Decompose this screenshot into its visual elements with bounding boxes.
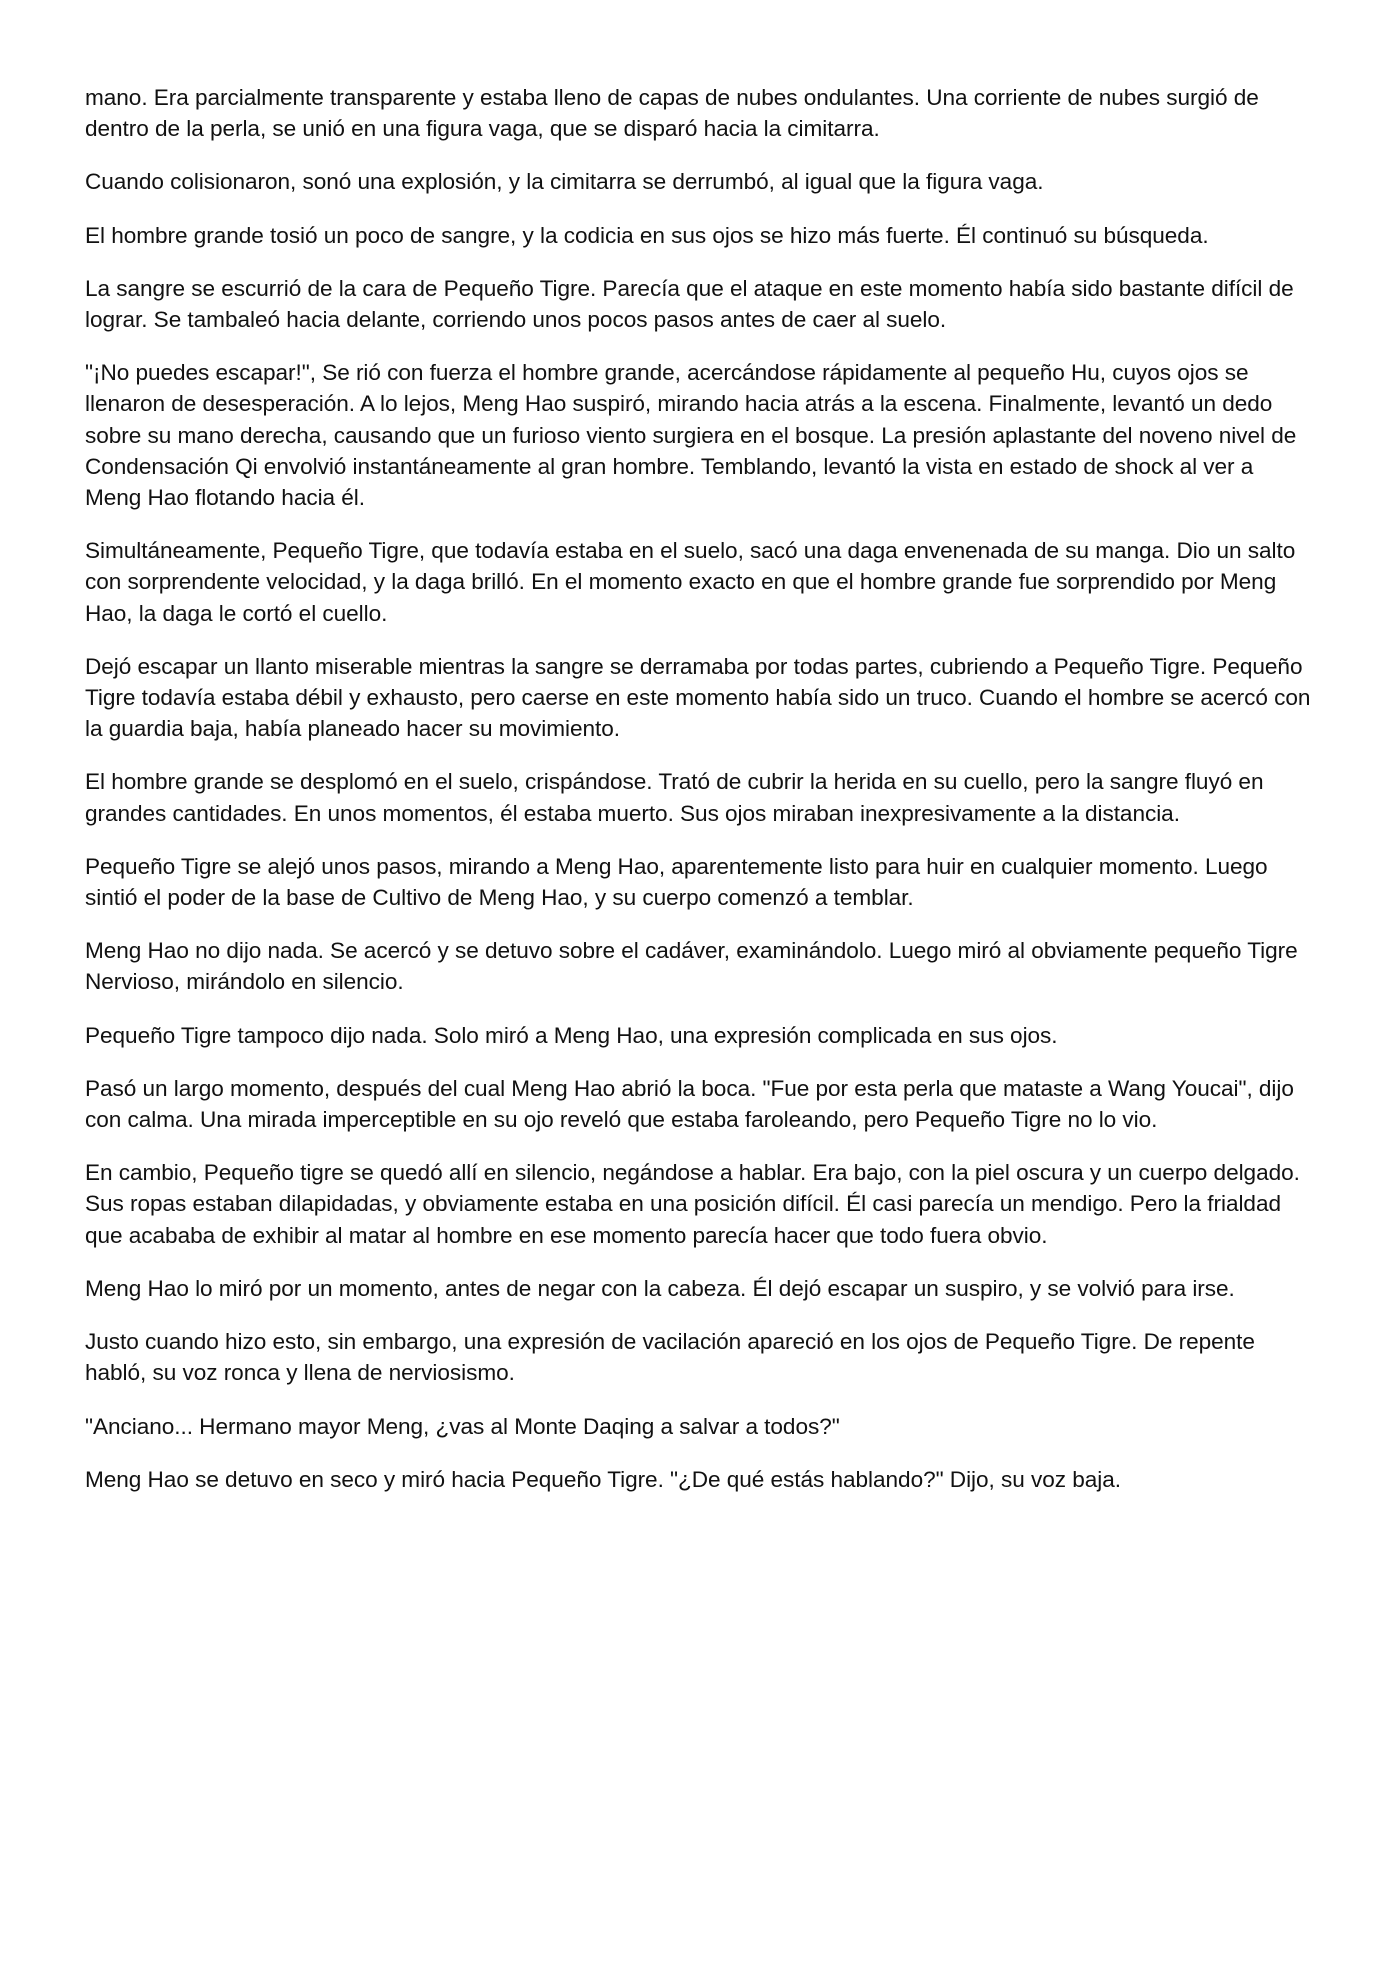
paragraph-2: Cuando colisionaron, sonó una explosión, y la cimitarra se derrumbó, al igual que la figura vaga. — [85, 169, 1044, 195]
paragraph-17: Meng Hao se detuvo en seco y miró hacia Pequeño Tigre. "¿De qué estás hablando?" Dijo, su voz baja. — [85, 1466, 1121, 1492]
paragraph-6: Simultáneamente, Pequeño Tigre, que todavía estaba en el suelo, sacó una daga envenenada de su manga. Dio un salto con sorprendente velocidad, y la daga brilló. En el momento exacto en que el hombre grande fue sorprendido por Meng Hao, la daga le cortó el cuello. — [85, 538, 1296, 626]
paragraph-5: "¡No puedes escapar!", Se rió con fuerza el hombre grande, acercándose rápidamente al pequeño Hu, cuyos ojos se llenaron de desesperación. A lo lejos, Meng Hao suspiró, mirando hacia atrás a la escena. Finalmente, levantó un dedo sobre su mano derecha, causando que un furioso viento surgiera en el bosque. La presión aplastante del noveno nivel de Condensación Qi envolvió instantáneamente al gran hombre. Temblando, levantó la vista en estado de shock al ver a Meng Hao flotando hacia él. — [85, 360, 1297, 511]
paragraph-8: El hombre grande se desplomó en el suelo, crispándose. Trató de cubrir la herida en su cuello, pero la sangre fluyó en grandes cantidades. En unos momentos, él estaba muerto. Sus ojos miraban inexpresivamente a la distancia. — [85, 769, 1264, 826]
paragraph-1: mano. Era parcialmente transparente y estaba lleno de capas de nubes ondulantes. Una corriente de nubes surgió de dentro de la perla, se unió en una figura vaga, que se disparó hacia la cimitarra. — [85, 85, 1259, 142]
paragraph-16: "Anciano... Hermano mayor Meng, ¿vas al Monte Daqing a salvar a todos?" — [85, 1413, 840, 1439]
paragraph-15: Justo cuando hizo esto, sin embargo, una expresión de vacilación apareció en los ojos de Pequeño Tigre. De repente habló, su voz ronca y llena de nerviosismo. — [85, 1329, 1255, 1386]
paragraph-12: Pasó un largo momento, después del cual Meng Hao abrió la boca. "Fue por esta perla que mataste a Wang Youcai", dijo con calma. Una mirada imperceptible en su ojo reveló que estaba faroleando, pero Pequeño Tigre no lo vio. — [85, 1075, 1294, 1133]
paragraph-14: Meng Hao lo miró por un momento, antes de negar con la cabeza. Él dejó escapar un suspiro, y se volvió para irse. — [85, 1275, 1235, 1301]
paragraph-10: Meng Hao no dijo nada. Se acercó y se detuvo sobre el cadáver, examinándolo. Luego miró al obviamente pequeño Tigre Nervioso, mirándolo en silencio. — [85, 938, 1298, 995]
paragraph-13: En cambio, Pequeño tigre se quedó allí en silencio, negándose a hablar. Era bajo, con la piel oscura y un cuerpo delgado. Sus ropas estaban dilapidadas, y obviamente estaba en una posición difícil. Él casi parecía un mendigo. Pero la frialdad que acababa de exhibir al matar al hombre en ese momento parecía hacer que todo fuera obvio. — [85, 1160, 1300, 1248]
paragraph-3: El hombre grande tosió un poco de sangre, y la codicia en sus ojos se hizo más fuerte. Él continuó su búsqueda. — [85, 222, 1209, 248]
paragraph-9: Pequeño Tigre se alejó unos pasos, mirando a Meng Hao, aparentemente listo para huir en cualquier momento. Luego sintió el poder de la base de Cultivo de Meng Hao, y su cuerpo comenzó a temblar. — [85, 853, 1268, 911]
paragraph-11: Pequeño Tigre tampoco dijo nada. Solo miró a Meng Hao, una expresión complicada en sus ojos. — [85, 1022, 1058, 1048]
paragraph-7: Dejó escapar un llanto miserable mientras la sangre se derramaba por todas partes, cubriendo a Pequeño Tigre. Pequeño Tigre todavía estaba débil y exhausto, pero caerse en este momento había sido un truco. Cuando el hombre se acercó con la guardia baja, había planeado hacer su movimiento. — [85, 653, 1311, 742]
paragraph-4: La sangre se escurrió de la cara de Pequeño Tigre. Parecía que el ataque en este momento había sido bastante difícil de lograr. Se tambaleó hacia delante, corriendo unos pocos pasos antes de caer al suelo. — [85, 275, 1294, 333]
